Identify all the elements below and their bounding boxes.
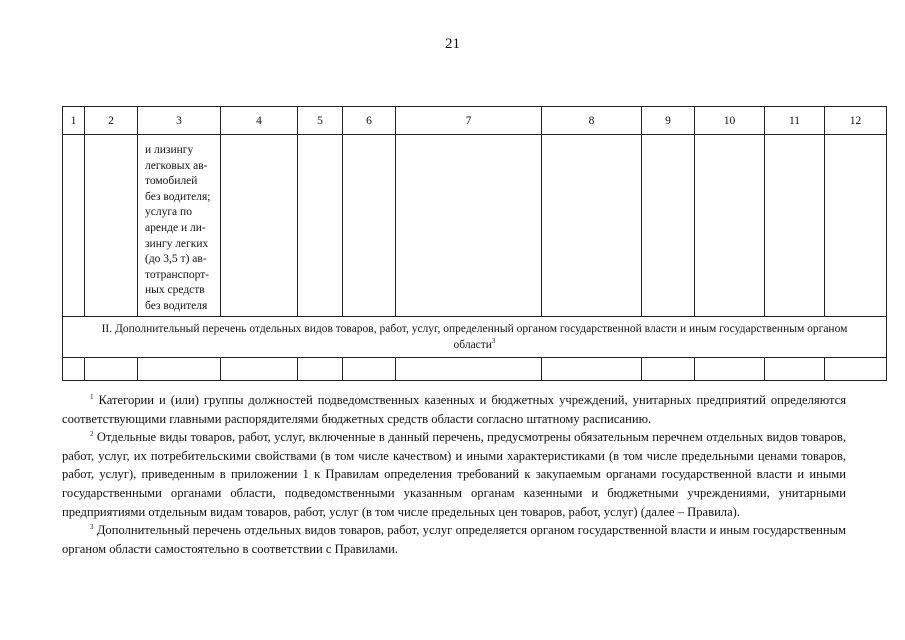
description-line: (до 3,5 т) ав- [145, 253, 207, 266]
column-header: 6 [343, 107, 396, 135]
table-header-row [63, 107, 887, 135]
footnote-1 [62, 391, 846, 428]
table-cell [343, 135, 396, 317]
section-heading [63, 317, 887, 358]
table-row [63, 135, 887, 317]
column-header: 2 [85, 107, 138, 135]
footnote-mark: 3 [90, 522, 94, 531]
footnotes [62, 391, 846, 558]
table-cell [298, 135, 343, 317]
footnote-text: Дополнительный перечень отдельных видов товаров, работ, услуг определяется органом государственной власти и иным государственным органом области самостоятельно в соответствии с Правилами. [62, 523, 846, 556]
table-cell [765, 358, 825, 381]
section-heading-row [63, 317, 887, 358]
table-cell [63, 358, 85, 381]
footnote-ref: 3 [491, 337, 496, 346]
description-line: аренде и ли- [145, 221, 206, 234]
column-header: 5 [298, 107, 343, 135]
table-cell [642, 358, 695, 381]
table-cell [396, 135, 542, 317]
column-header: 8 [542, 107, 642, 135]
table-cell [85, 358, 138, 381]
table-cell [63, 135, 85, 317]
footnote-mark: 2 [90, 430, 94, 438]
section-heading-text: II. Дополнительный перечень отдельных видов товаров, работ, услуг, определенный органом государственной власти и иным государственным органом области [101, 323, 848, 351]
description-line: услуга по [145, 206, 192, 219]
description-line: ных средств [145, 284, 205, 297]
table-cell [642, 135, 695, 317]
table-row [63, 358, 887, 381]
table-cell [765, 135, 825, 317]
description-line: томобилей [145, 175, 198, 188]
table-cell [221, 135, 298, 317]
column-header: 10 [695, 107, 765, 135]
table-cell [542, 135, 642, 317]
description-line: легковых ав- [145, 159, 208, 172]
description-line: зингу легких [145, 237, 209, 250]
column-header: 11 [765, 107, 825, 135]
column-header: 3 [138, 107, 221, 135]
footnote-text: Отдельные виды товаров, работ, услуг, включенные в данный перечень, предусмотрены обязательным перечнем отдельных видов товаров, работ, услуг, их потребительскими свойствами (в том числе качеством) и иными характеристиками (в том числе предельными ценами товаров, работ, услуг), приведенным в приложении 1 к Правилам определения требований к закупаемым органами государственной власти и иными государственными органами области, подведомственными указанным органам казенными и бюджетными учреждениями, унитарными предприятиями отдельным видам товаров, работ, услуг (в том числе предельных цен товаров, работ, услуг) (далее – Правила). [62, 430, 846, 519]
description-lines [145, 143, 216, 315]
column-header: 12 [825, 107, 887, 135]
table-cell [343, 358, 396, 381]
table-cell [298, 358, 343, 381]
table-cell [695, 358, 765, 381]
description-line: без водителя [145, 299, 208, 312]
footnote-mark: 1 [90, 392, 94, 401]
table-cell [695, 135, 765, 317]
description-line: тотранспорт- [145, 268, 210, 281]
table-cell [221, 358, 298, 381]
footnote-3 [62, 521, 846, 558]
description-line: без водителя; [145, 190, 211, 203]
requirements-table [62, 106, 887, 381]
description-line: и лизингу [145, 144, 194, 156]
footnote-2 [62, 428, 846, 521]
table-cell [542, 358, 642, 381]
column-header: 9 [642, 107, 695, 135]
column-header: 7 [396, 107, 542, 135]
page-number: 21 [445, 36, 460, 52]
column-header: 4 [221, 107, 298, 135]
table-cell [396, 358, 542, 381]
table-cell [825, 135, 887, 317]
footnote-text: Категории и (или) группы должностей подведомственных казенных и бюджетных учреждений, унитарных предприятий определяются соответствующими главными распорядителями бюджетных средств области согласно штатному расписанию. [62, 393, 846, 426]
table-cell [825, 358, 887, 381]
table-cell [138, 358, 221, 381]
table-cell [85, 135, 138, 317]
column-header: 1 [63, 107, 85, 135]
table-cell-description [138, 135, 221, 317]
